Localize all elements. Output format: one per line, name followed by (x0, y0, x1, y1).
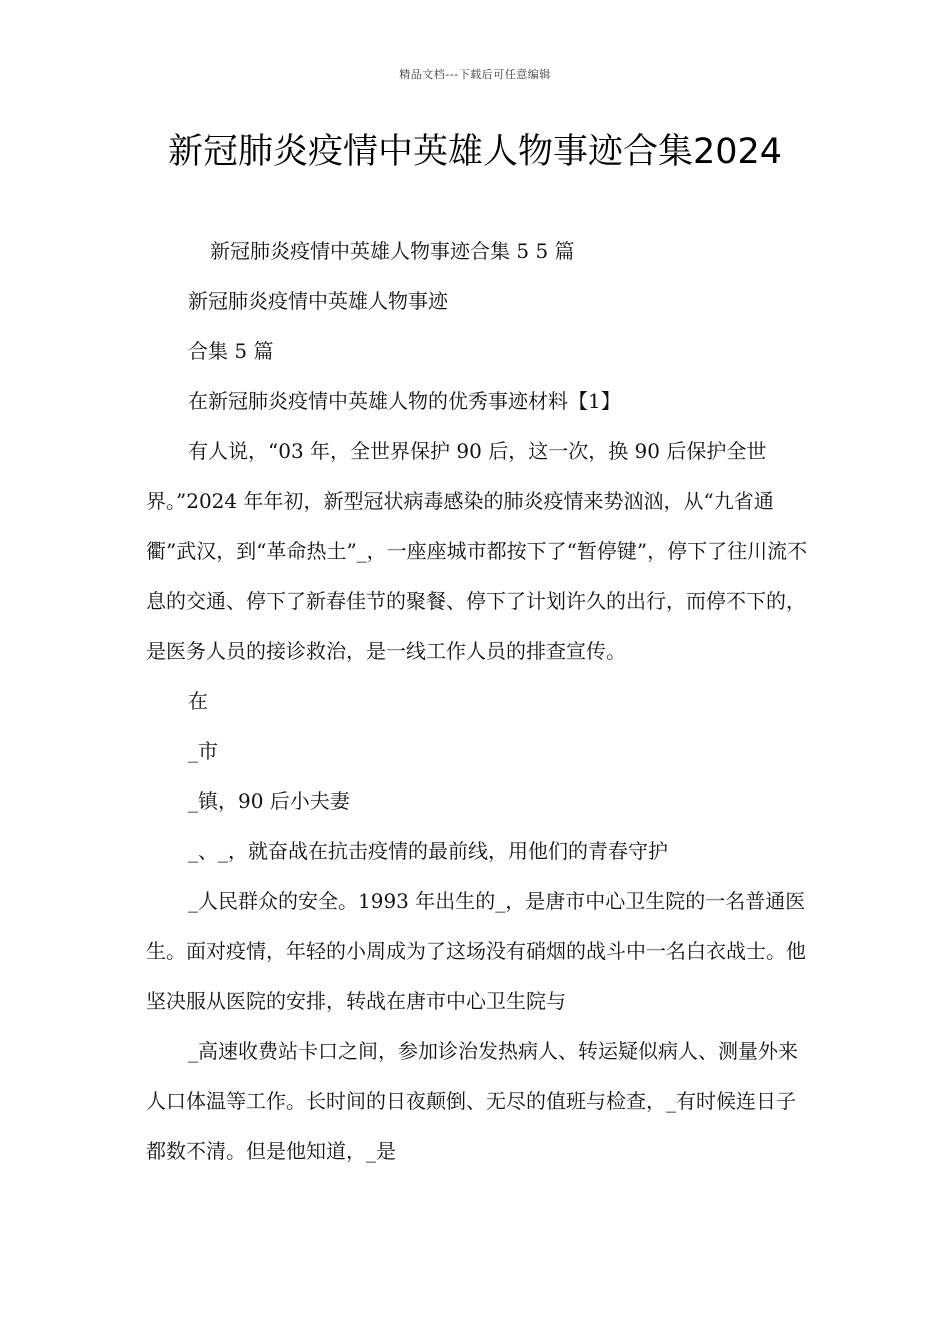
paragraph: _、_，就奋战在抗击疫情的最前线，用他们的青春守护 (188, 839, 668, 863)
paragraph: 新冠肺炎疫情中英雄人物事迹 (188, 289, 448, 313)
paragraph: 有人说，“03 年，全世界保护 90 后，这一次，换 90 后保护全世界。”2024 年年初，新型冠状病毒感染的肺炎疫情来势汹汹，从“九省通衢”武汉，到“革命热土”_，一座座城市都按下了“暂停键”，停下了往川流不息的交通、停下了新春佳节的聚餐、停下了计划许久的出行，而停不下的，是医务人员的接诊救治，是一线工作人员的排查宣传。 (146, 439, 808, 663)
paragraph: _镇，90 后小夫妻 (188, 789, 350, 813)
header-note: 精品文档---下载后可任意编辑 (399, 68, 551, 81)
page-title: 新冠肺炎疫情中英雄人物事迹合集2024 (167, 132, 783, 172)
section-heading: 在新冠肺炎疫情中英雄人物的优秀事迹材料【1】 (188, 389, 621, 413)
paragraph: 在 (188, 689, 208, 713)
paragraph: 合集 5 篇 (188, 339, 274, 363)
paragraph: _市 (188, 739, 218, 763)
subtitle-line: 新冠肺炎疫情中英雄人物事迹合集 5 5 篇 (210, 239, 575, 263)
paragraph: _高速收费站卡口之间，参加诊治发热病人、转运疑似病人、测量外来人口体温等工作。长时间的日夜颠倒、无尽的值班与检查，_有时候连日子都数不清。但是他知道，_是 (146, 1039, 798, 1163)
paragraph: _人民群众的安全。1993 年出生的_，是唐市中心卫生院的一名普通医生。面对疫情，年轻的小周成为了这场没有硝烟的战斗中一名白衣战士。他坚决服从医院的安排，转战在唐市中心卫生院与 (146, 889, 806, 1013)
document-body (146, 226, 808, 1176)
